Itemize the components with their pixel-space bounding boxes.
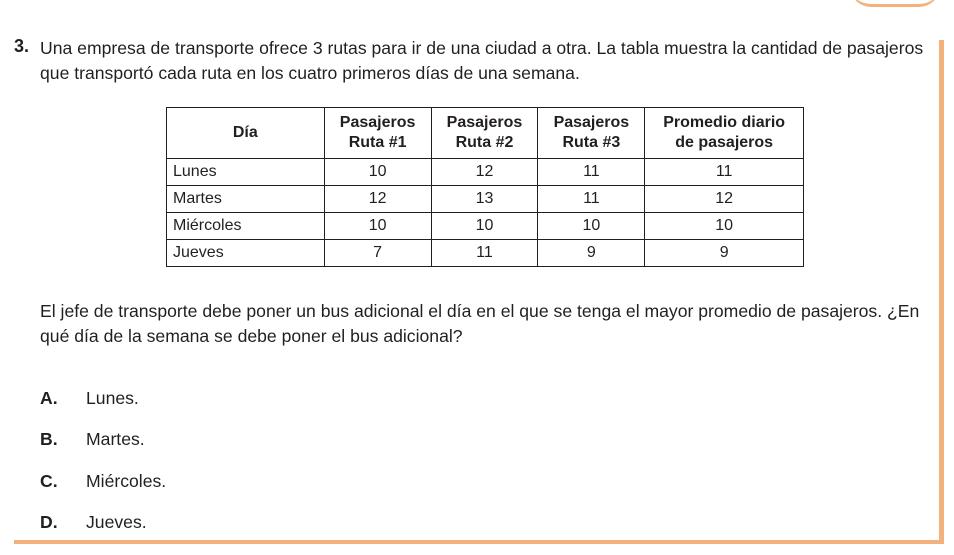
cell-average: 12 — [645, 186, 804, 213]
cell-route-1: 10 — [324, 213, 431, 240]
cell-route-1: 10 — [324, 159, 431, 186]
option-letter: B. — [40, 429, 58, 449]
option-text: Martes. — [86, 429, 145, 449]
cell-average: 9 — [645, 240, 804, 267]
table-row — [167, 159, 804, 186]
option-a[interactable] — [40, 387, 139, 409]
question-stem: Una empresa de transporte ofrece 3 rutas para ir de una ciudad a otra. La tabla muestra la cantidad de pasajeros que transportó cada ruta en los cuatro primeros días de una semana. — [40, 38, 924, 83]
option-text: Lunes. — [86, 388, 139, 408]
option-c[interactable] — [40, 470, 166, 492]
cell-day: Miércoles — [167, 213, 325, 240]
decorative-top-arc — [850, 0, 940, 7]
cell-route-3: 11 — [538, 186, 645, 213]
cell-route-1: 12 — [324, 186, 431, 213]
header-daily-average: Promedio diario de pasajeros — [645, 108, 804, 159]
header-route-3: Pasajeros Ruta #3 — [538, 108, 645, 159]
table-row — [167, 186, 804, 213]
cell-route-3: 10 — [538, 213, 645, 240]
cell-route-3: 11 — [538, 159, 645, 186]
question-number: 3. — [14, 36, 30, 56]
cell-route-2: 13 — [431, 186, 538, 213]
cell-route-3: 9 — [538, 240, 645, 267]
header-route-2: Pasajeros Ruta #2 — [431, 108, 538, 159]
cell-route-2: 10 — [431, 213, 538, 240]
passengers-table — [166, 107, 804, 267]
cell-day: Martes — [167, 186, 325, 213]
cell-route-1: 7 — [324, 240, 431, 267]
bottom-border-rule — [14, 540, 944, 544]
cell-route-2: 12 — [431, 159, 538, 186]
option-text: Miércoles. — [86, 471, 167, 491]
table-row — [167, 240, 804, 267]
header-day: Día — [167, 108, 325, 159]
option-letter: D. — [40, 512, 58, 532]
cell-route-2: 11 — [431, 240, 538, 267]
header-route-1: Pasajeros Ruta #1 — [324, 108, 431, 159]
cell-day: Lunes — [167, 159, 325, 186]
cell-average: 11 — [645, 159, 804, 186]
table-header-row — [167, 108, 804, 159]
option-text: Jueves. — [86, 512, 147, 532]
option-b[interactable] — [40, 428, 145, 450]
cell-day: Jueves — [167, 240, 325, 267]
option-letter: A. — [40, 388, 58, 408]
question-prompt: El jefe de transporte debe poner un bus adicional el día en el que se tenga el mayor promedio de pasajeros. ¿En qué día de la semana se debe poner el bus adicional? — [40, 301, 920, 346]
table-row — [167, 213, 804, 240]
option-letter: C. — [40, 471, 58, 491]
right-border-rule — [939, 40, 944, 542]
option-d[interactable] — [40, 511, 147, 533]
cell-average: 10 — [645, 213, 804, 240]
